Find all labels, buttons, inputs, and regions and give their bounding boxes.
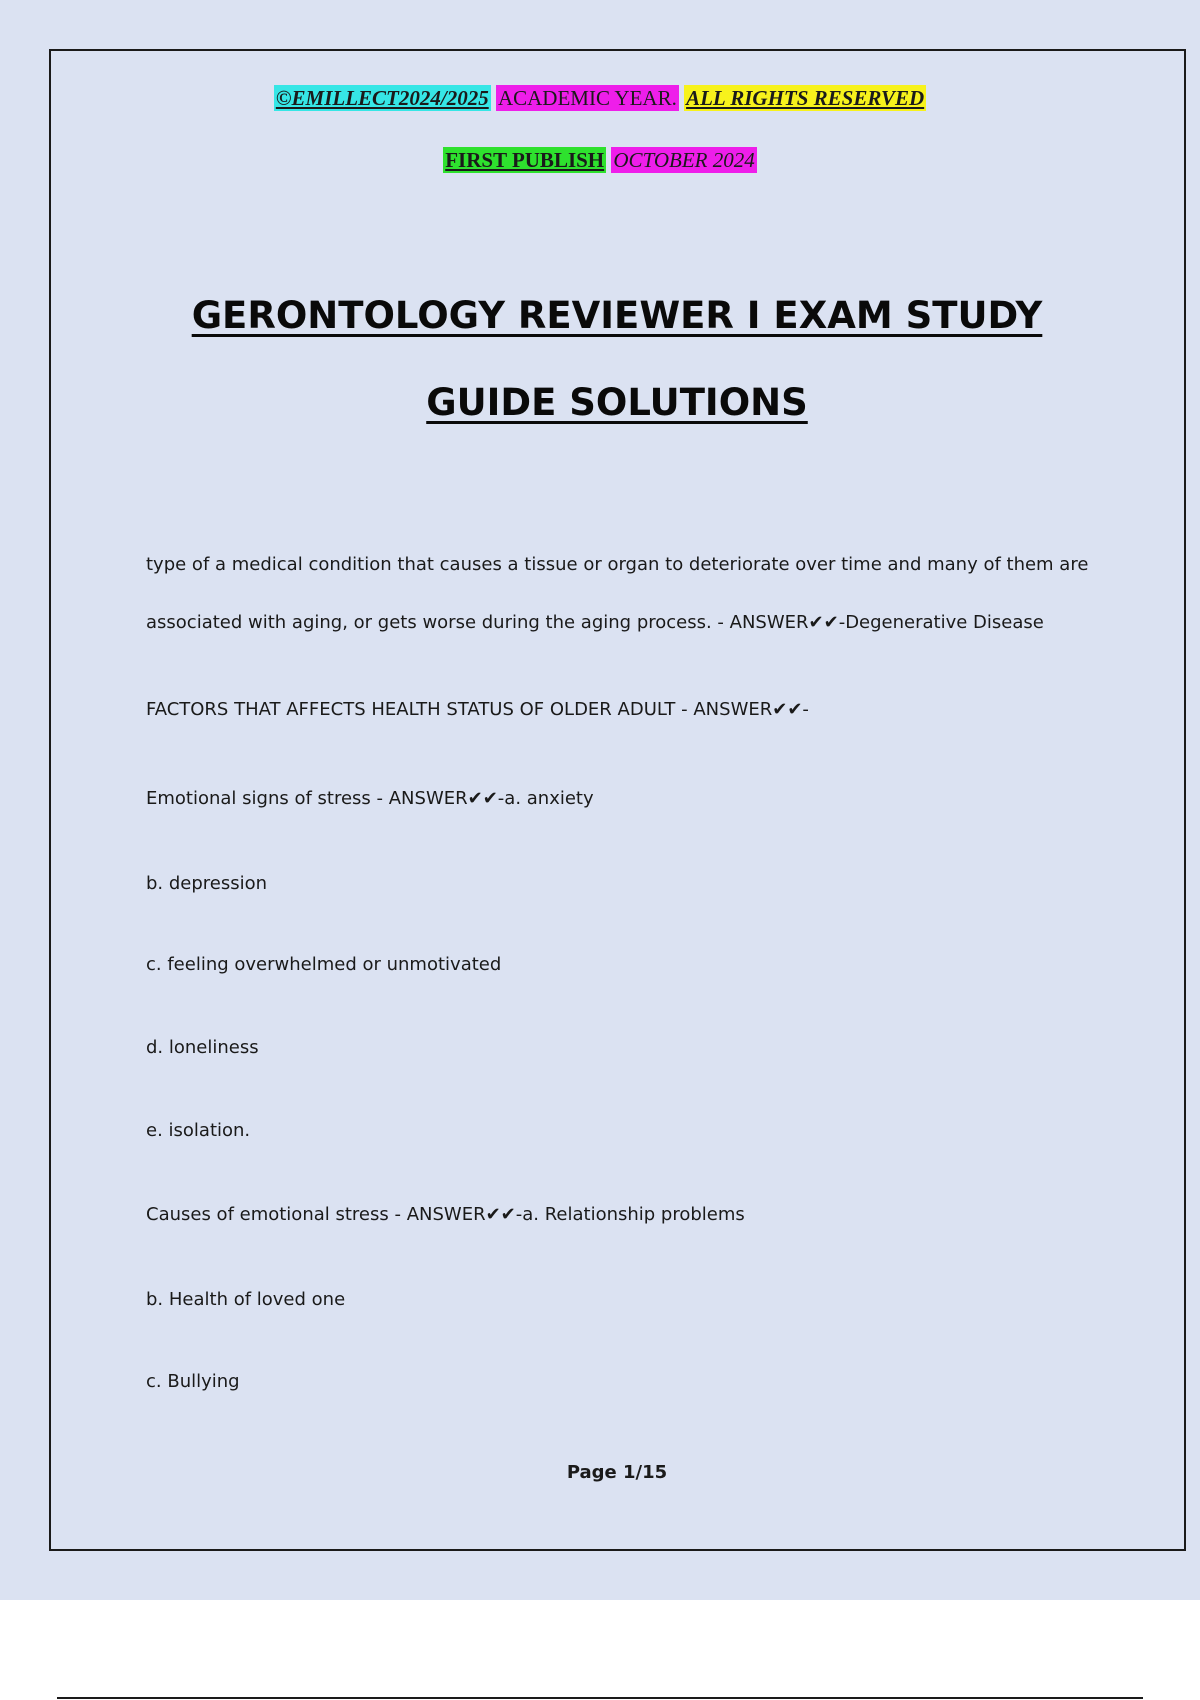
header-copyright-line: [0, 85, 1200, 111]
question-emotional-signs: Emotional signs of stress - ANSWER✔✔-a. anxiety: [146, 788, 594, 809]
answer-item: d. loneliness: [146, 1037, 259, 1058]
first-publish-label: FIRST PUBLISH: [445, 148, 605, 172]
question-degenerative-line-2: associated with aging, or gets worse during the aging process. - ANSWER✔✔-Degenerative Disease: [146, 612, 1044, 633]
answer-item: c. feeling overwhelmed or unmotivated: [146, 954, 502, 975]
header-publish-line: [0, 147, 1200, 173]
answer-item: c. Bullying: [146, 1371, 240, 1392]
document-title-line-1: GERONTOLOGY REVIEWER I EXAM STUDY: [191, 294, 1043, 337]
page-number: Page 1/15: [566, 1462, 668, 1483]
rights-reserved-label: ALL RIGHTS RESERVED: [686, 86, 925, 110]
copyright-label: ©EMILLECT2024/2025: [275, 86, 489, 110]
document-title-line-2: GUIDE SOLUTIONS: [426, 381, 808, 424]
question-degenerative-line-1: type of a medical condition that causes a tissue or organ to deteriorate over time and many of them are: [146, 554, 1089, 575]
academic-year-label: ACADEMIC YEAR.: [497, 86, 677, 110]
question-health-factors: FACTORS THAT AFFECTS HEALTH STATUS OF OLDER ADULT - ANSWER✔✔-: [146, 699, 809, 720]
answer-item: e. isolation.: [146, 1120, 251, 1141]
publish-date-label: OCTOBER 2024: [613, 148, 755, 172]
question-emotional-stress-causes: Causes of emotional stress - ANSWER✔✔-a. Relationship problems: [146, 1204, 745, 1225]
next-page-divider: [57, 1697, 1143, 1699]
answer-item: b. depression: [146, 873, 268, 894]
answer-item: b. Health of loved one: [146, 1289, 346, 1310]
